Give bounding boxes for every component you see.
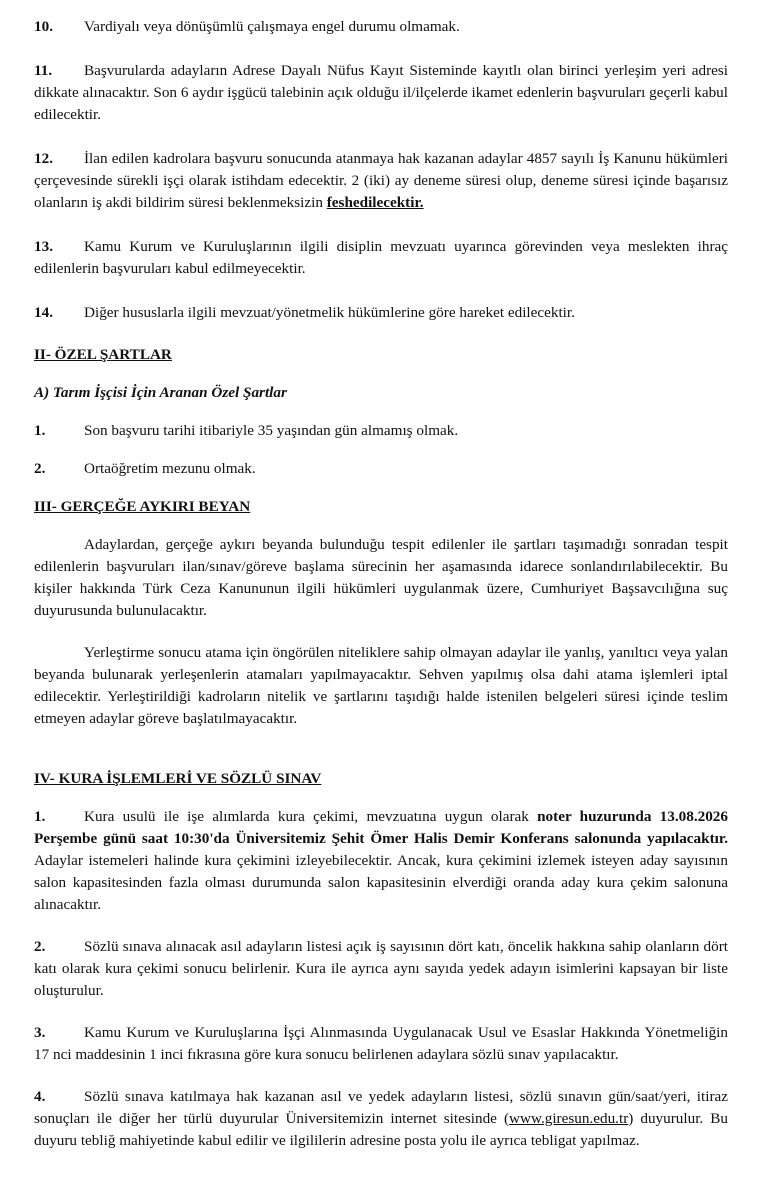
section-heading-kura-islemleri: IV- KURA İŞLEMLERİ VE SÖZLÜ SINAV (34, 770, 322, 787)
document-page (34, 16, 728, 1152)
paragraph: Yerleştirme sonucu atama için öngörülen niteliklere sahip olmayan adaylar ile yanlış, yanıltıcı veya yalan beyanda bulunarak yerleşenlerin atamaları yapılmayacaktır. Sehven yapılmış olsa dahi atama işlemleri iptal edilecektir. Yerleştirildiği kadroların nitelik ve şartlarını taşıdığı halde istenilen belgeleri süresi içinde teslim etmeyen adaylar göreve başlatılmayacaktır. (34, 644, 728, 727)
item-text: Kamu Kurum ve Kuruluşlarının ilgili disiplin mevzuatı uyarınca görevinden veya meslekten ihraç edilenlerin başvuruları kabul edilmeyecektir. (34, 238, 728, 277)
list-item (34, 1022, 728, 1066)
item-text: Son başvuru tarihi itibariyle 35 yaşından gün almamış olmak. (84, 422, 459, 439)
paragraph: Adaylardan, gerçeğe aykırı beyanda bulunduğu tespit edilenler ile şartları taşımadığı sonradan tespit edilenlerin başvuruları ilan/sınav/göreve başlama sürecinin her aşamasında idarece sonlandırılabilecektir. Bu kişiler hakkında Türk Ceza Kanununun ilgili hükümleri uygulanmak üzere, Cumhuriyet Başsavcılığına suç duyurusunda bulunulacaktır. (34, 536, 728, 619)
website-link[interactable]: www.giresun.edu.tr (509, 1110, 629, 1127)
list-item (34, 148, 728, 214)
list-item (34, 236, 728, 280)
item-number: 10. (34, 18, 53, 35)
item-text-emphasis: feshedilecektir. (326, 194, 424, 211)
item-number: 3. (34, 1024, 46, 1041)
list-item (34, 936, 728, 1002)
item-text: Sözlü sınava alınacak asıl adayların listesi açık iş sayısının dört katı, öncelik hakkına sahip olanların dört katı olarak kura çekimi sonucu belirlenir. Kura ile ayrıca aynı sayıda yedek adayın isimlerini kapsayan bir liste oluşturulur. (34, 938, 728, 999)
item-text: Kamu Kurum ve Kuruluşlarına İşçi Alınmasında Uygulanacak Usul ve Esaslar Hakkında Yönetmeliğin 17 nci maddesinin 1 inci fıkrasına göre kura sonucu belirlenen adaylara sözlü sınav yapılacaktır. (34, 1024, 728, 1063)
item-number: 1. (34, 422, 46, 439)
section-heading-ozel-sartlar: II- ÖZEL ŞARTLAR (34, 346, 172, 363)
item-text: Başvurularda adayların Adrese Dayalı Nüfus Kayıt Sisteminde kayıtlı olan birinci yerleşim yeri adresi dikkate alınacaktır. Son 6 aydır işgücü talebinin açık olduğu il/ilçelerde ikamet edenlerin başvuruları geçerli kabul edilecektir. (34, 62, 728, 123)
item-text-emphasis: noter huzurunda 13.08.2026 Perşembe günü saat 10:30'da Üniversitemiz Şehit Ömer Halis Demir Konferans salonunda yapılacaktır. (34, 808, 728, 847)
item-number: 13. (34, 238, 53, 255)
list-item (34, 420, 728, 442)
item-number: 12. (34, 150, 53, 167)
list-item (34, 806, 728, 916)
item-text: Ortaöğretim mezunu olmak. (84, 460, 256, 477)
item-text: Vardiyalı veya dönüşümlü çalışmaya engel durumu olmamak. (84, 18, 460, 35)
item-number: 11. (34, 62, 53, 79)
item-text: Kura usulü ile işe alımlarda kura çekimi, mevzuatına uygun olarak (84, 808, 538, 825)
item-text: ) duyurulur. Bu duyuru tebliğ mahiyetinde kabul edilir ve ilgililerin adresine posta yolu ile ayrıca tebligat yapılmaz. (34, 1110, 728, 1149)
item-number: 2. (34, 938, 46, 955)
list-item (34, 458, 728, 480)
list-item (34, 1086, 728, 1152)
subsection-heading: A) Tarım İşçisi İçin Aranan Özel Şartlar (34, 384, 287, 401)
item-text: Adaylar istemeleri halinde kura çekimini izleyebilecektir. Ancak, kura çekimini izlemek isteyen aday sayısının salon kapasitesinden fazla olması durumunda salon kapasitesinin elverdiği oranda aday kura çekim salonuna alınacaktır. (34, 852, 728, 913)
section-heading-gercege-aykiri-beyan: III- GERÇEĞE AYKIRI BEYAN (34, 498, 251, 515)
list-item (34, 16, 728, 38)
item-text: Sözlü sınava katılmaya hak kazanan asıl ve yedek adayların listesi, sözlü sınavın gün/saat/yeri, itiraz sonuçları ile diğer her türlü duyurular Üniversitemizin internet sitesinde ( (34, 1088, 728, 1127)
item-text: İlan edilen kadrolara başvuru sonucunda atanmaya hak kazanan adaylar 4857 sayılı İş Kanunu hükümleri çerçevesinde sürekli işçi olarak istihdam edecektir. 2 (iki) ay deneme süresi olup, deneme süresi içinde başarısız olanların iş akdi bildirim süresi beklenmeksizin (34, 150, 728, 211)
list-item (34, 60, 728, 126)
item-number: 2. (34, 460, 46, 477)
item-number: 14. (34, 304, 53, 321)
item-text: Diğer hususlarla ilgili mevzuat/yönetmelik hükümlerine göre hareket edilecektir. (84, 304, 575, 321)
item-number: 4. (34, 1088, 46, 1105)
list-item (34, 302, 728, 324)
item-number: 1. (34, 808, 46, 825)
